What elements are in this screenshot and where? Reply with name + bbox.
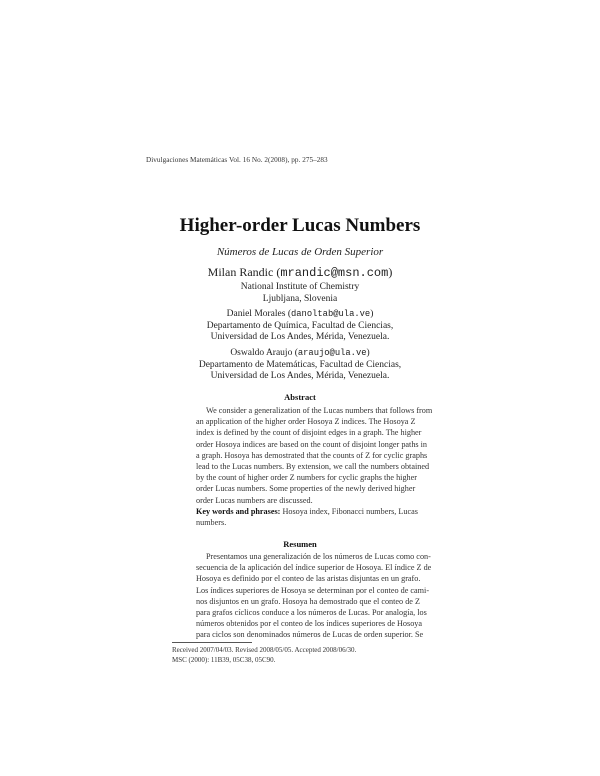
author-3-email[interactable]: araujo@ula.ve [297, 348, 367, 358]
author-2-email[interactable]: danoltab@ula.ve [291, 309, 371, 319]
resumen-line: para ciclos son denominados números de Lucas de orden superior. Se [196, 630, 424, 640]
resumen-line: secuencia de la aplicación del índice superior de Hosoya. El índice Z de [196, 563, 432, 573]
footnote-received: Received 2007/04/03. Revised 2008/05/05. Accepted 2008/06/30. [172, 646, 357, 654]
paper-title: Higher-order Lucas Numbers [179, 215, 421, 236]
resumen-body [196, 551, 432, 641]
footnote-rule [172, 642, 252, 643]
resumen-line: números obtenidos por el conteo de los índices superiores de Hosoya [196, 619, 423, 629]
abstract-line: index is defined by the count of disjoint edges in a graph. The higher [196, 428, 422, 438]
author-2: Daniel Morales (danoltab@ula.ve) Departamento de Química, Facultad de Ciencias, Universidad de Los Andes, Mérida, Venezuela. [0, 309, 600, 344]
author-1-name: Milan Randic [207, 265, 274, 279]
author-1-email[interactable]: mrandic@msn.com [280, 266, 389, 280]
journal-header: Divulgaciones Matemáticas Vol. 16 No. 2(2008), pp. 275–283 [146, 156, 328, 164]
abstract-line: by the count of higher order Z numbers for cyclic graphs the higher [196, 473, 417, 483]
resumen-line: Los índices superiores de Hosoya se determinan por el conteo de cami- [196, 585, 430, 595]
author-2-name: Daniel Morales [226, 309, 286, 319]
author-2-affiliation-line-2: Universidad de Los Andes, Mérida, Venezuela. [210, 332, 390, 342]
keywords-line [196, 506, 420, 517]
author-3: Oswaldo Araujo (araujo@ula.ve) Departamento de Matemáticas, Facultad de Ciencias, Universidad de Los Andes, Mérida, Venezuela. [0, 348, 600, 383]
author-3-affiliation-line-1: Departamento de Matemáticas, Facultad de Ciencias, [198, 359, 402, 370]
resumen-line: para grafos cíclicos conduce a los números de Lucas. Por analogía, los [196, 608, 427, 618]
abstract-line: We consider a generalization of the Lucas numbers that follows from [206, 406, 433, 415]
author-2-affiliation-line-1: Departamento de Química, Facultad de Ciencias, [206, 320, 394, 331]
footnote-msc: MSC (2000): 11B39, 05C38, 05C90. [172, 656, 276, 664]
abstract-line: order Hosoya indices are based on the count of disjoint longer paths in [196, 439, 428, 449]
keywords-text: Hosoya index, Fibonacci numbers, Lucas [280, 506, 418, 516]
keywords-label: Key words and phrases: [196, 506, 281, 516]
abstract-line: an application of the higher order Hosoya Z indices. The Hosoya Z [196, 417, 416, 427]
resumen-line: nos disjuntos en un grafo. Hosoya ha demostrado que el conteo de Z [196, 596, 420, 606]
resumen-line: Hosoya es definido por el conteo de las aristas disjuntas en un grafo. [196, 574, 421, 584]
author-1-affiliation [0, 282, 600, 305]
author-1-affiliation-line-2: Ljubljana, Slovenia [262, 293, 338, 304]
abstract-heading: Abstract [284, 392, 316, 402]
abstract-line: order Lucas numbers are discussed. [196, 495, 313, 505]
abstract-body [196, 405, 433, 528]
author-1-affiliation-line-1: National Institute of Chemistry [240, 282, 360, 292]
abstract-line: lead to the Lucas numbers. By extension, we call the numbers obtained [196, 462, 430, 472]
abstract-line: a graph. Hosoya has demostrated that the counts of Z for cyclic graphs [196, 450, 428, 460]
author-1: Milan Randic (mrandic@msn.com) [207, 265, 393, 280]
author-3-affiliation-line-2: Universidad de Los Andes, Mérida, Venezuela. [210, 371, 390, 381]
abstract-line: order Lucas numbers. Some properties of the newly derived higher [196, 484, 416, 494]
author-3-name: Oswaldo Araujo [230, 348, 293, 358]
keywords-line-2: numbers. [196, 518, 227, 528]
resumen-line: Presentamos una generalización de los números de Lucas como con- [206, 552, 431, 561]
resumen-heading: Resumen [283, 539, 317, 549]
paper-subtitle: Números de Lucas de Orden Superior [216, 246, 384, 258]
